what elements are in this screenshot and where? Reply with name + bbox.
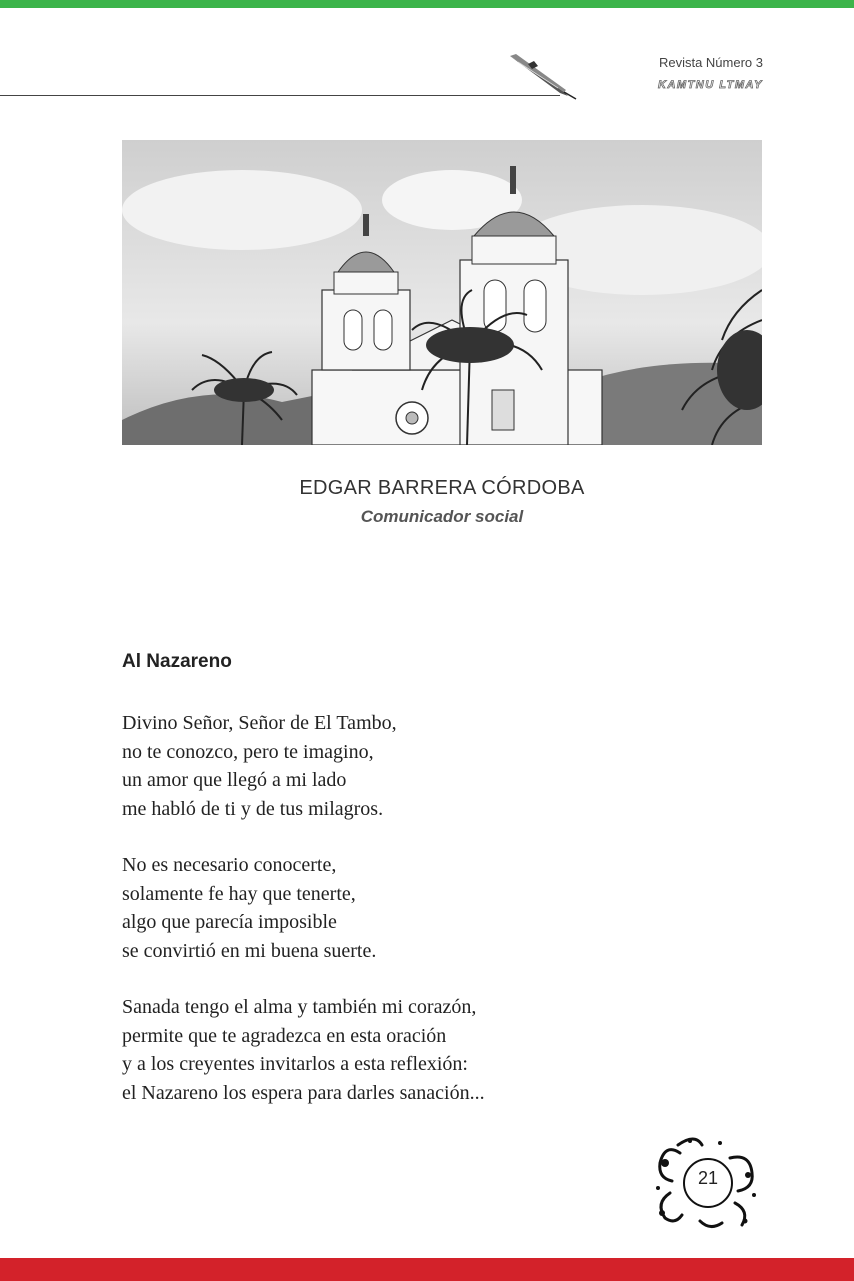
poem-line: el Nazareno los espera para darles sanación... (122, 1081, 485, 1104)
poem-stanza (122, 709, 397, 823)
poem-stanza (122, 851, 376, 965)
fountain-pen-icon (508, 52, 578, 100)
poem-line: algo que parecía imposible (122, 911, 337, 933)
page-number: 21 (697, 1168, 719, 1188)
poem-title: Al Nazareno (122, 651, 232, 672)
poem-stanza (122, 993, 485, 1107)
poem-line: Sanada tengo el alma y también mi corazón, (122, 996, 477, 1018)
poem-line: no te conozco, pero te imagino, (122, 740, 374, 763)
top-green-bar (0, 0, 854, 8)
church-illustration (122, 140, 762, 445)
poem-line: un amor que llegó a mi lado (122, 769, 347, 791)
poem-line: me habló de ti y de tus milagros. (122, 797, 384, 820)
author-name: EDGAR BARRERA CÓRDOBA (299, 477, 585, 499)
poem-line: No es necesario conocerte, (122, 854, 337, 876)
magazine-title: KAMTNU LTMAY (658, 79, 763, 91)
poem-line: permite que te agradezca en esta oración (122, 1024, 447, 1047)
author-role: Comunicador social (360, 507, 524, 526)
header-rule (0, 95, 560, 96)
poem-line: y a los creyentes invitarlos a esta reflexión: (122, 1053, 468, 1075)
poem-line: se convirtió en mi buena suerte. (122, 939, 377, 962)
bottom-red-bar (0, 1258, 854, 1281)
magazine-issue: Revista Número 3 (658, 55, 763, 70)
poem-line: Divino Señor, Señor de El Tambo, (122, 712, 397, 734)
poem-line: solamente fe hay que tenerte, (122, 882, 356, 905)
